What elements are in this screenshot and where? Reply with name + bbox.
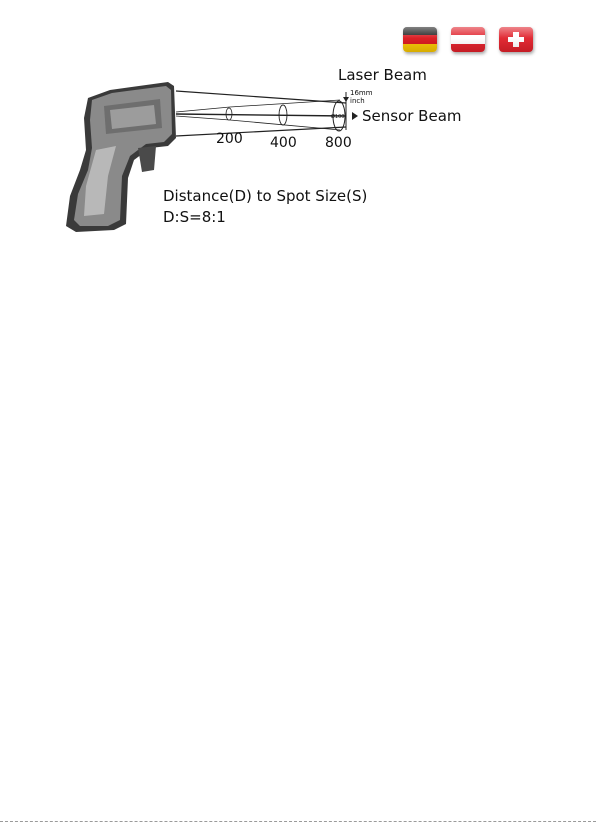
sensor-beam-label: Sensor Beam [362, 107, 462, 125]
laser-beam-label: Laser Beam [338, 66, 427, 84]
distance-spot-diagram [0, 0, 596, 260]
spot-label-800: Ø100 [331, 114, 345, 120]
caption-ratio: D:S=8:1 [163, 208, 226, 226]
spot-size-unit: inch [350, 97, 365, 105]
page-bottom-divider [0, 821, 596, 822]
distance-label-800: 800 [325, 135, 352, 151]
distance-label-400: 400 [270, 135, 297, 151]
ir-thermometer-icon [66, 82, 176, 232]
distance-label-200: 200 [216, 131, 243, 147]
caption-distance-to-spot: Distance(D) to Spot Size(S) [163, 187, 368, 205]
spot-size-mm: 16mm [350, 89, 373, 97]
